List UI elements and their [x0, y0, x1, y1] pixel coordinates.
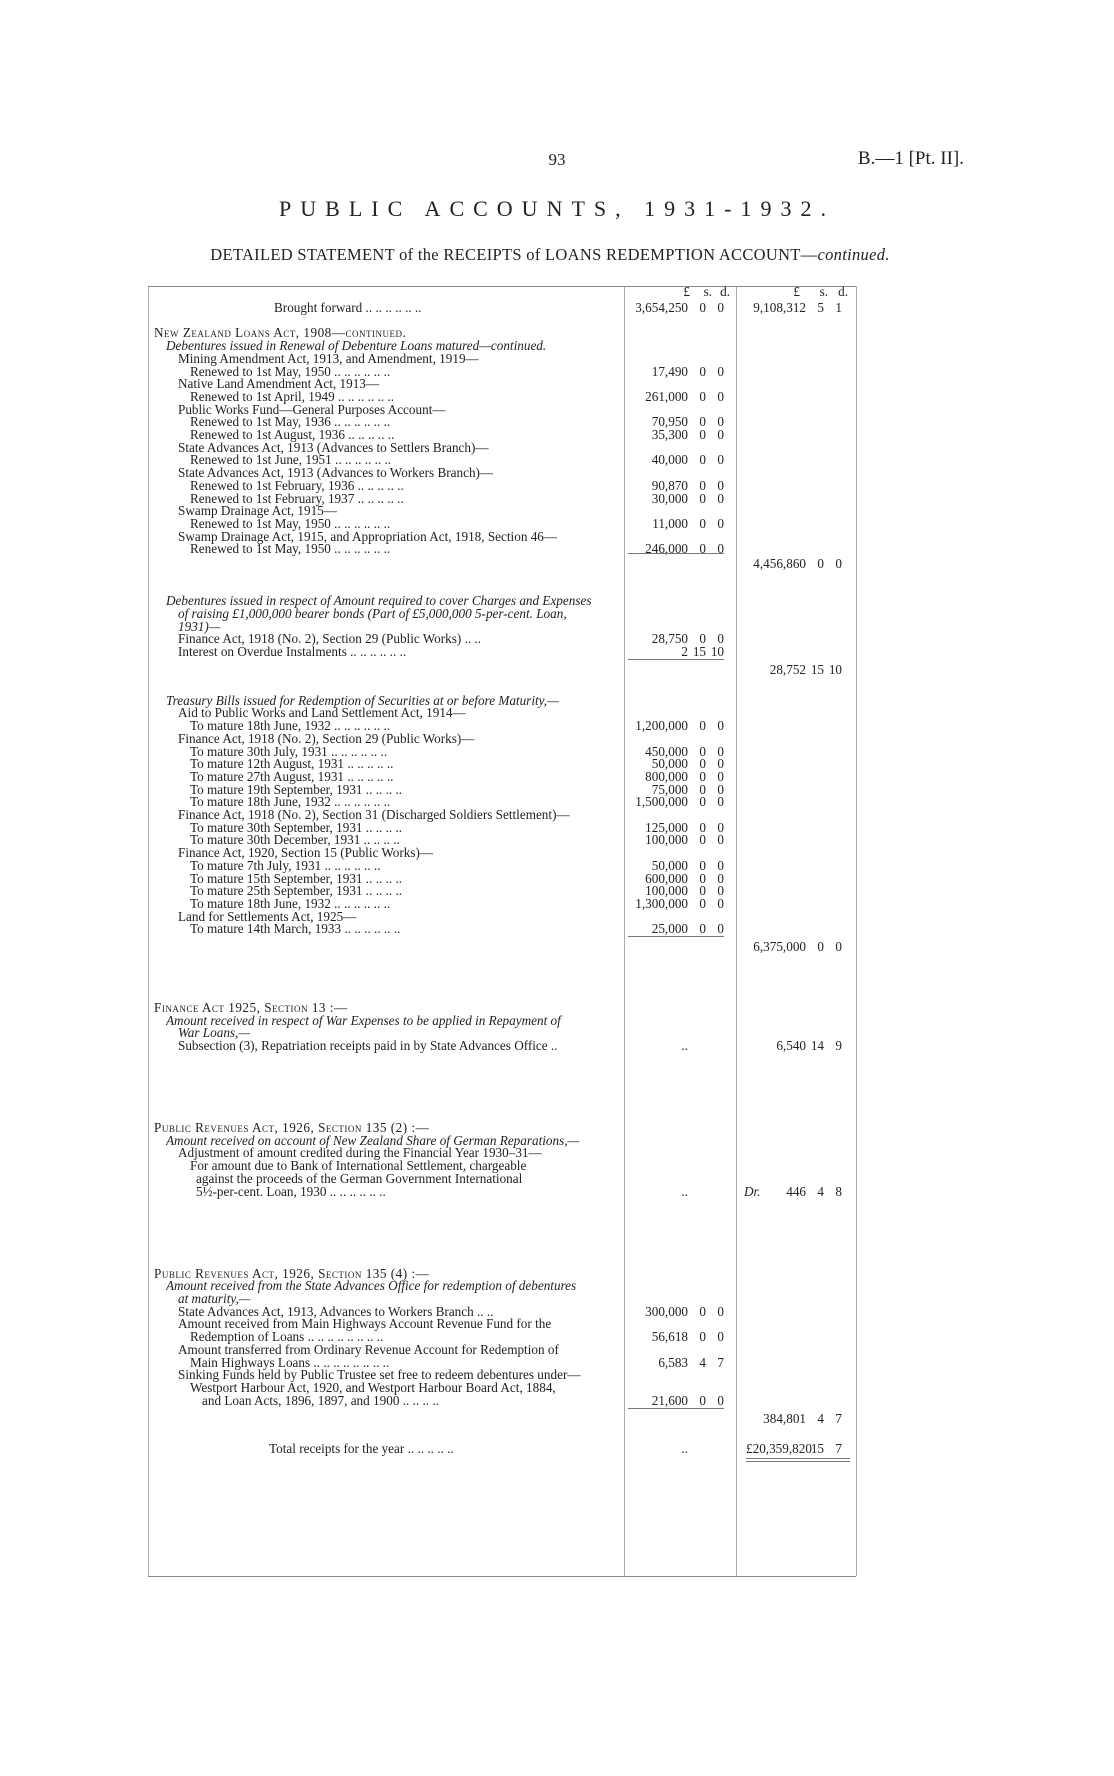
row-text: Finance Act, 1918 (No. 2), Section 31 (Discharged Soldiers Settlement)— [178, 807, 570, 823]
row-text: Renewed to 1st February, 1936 .. .. .. .. .. [190, 477, 404, 493]
c1-pence: 0 [717, 718, 724, 734]
c2-shillings: 15 [810, 661, 824, 677]
subtotal-rule [628, 1408, 724, 1409]
c1-pence: 0 [717, 477, 724, 493]
c1-pence: 0 [717, 857, 724, 873]
statement-row [148, 1411, 954, 1427]
c2-pounds: 6,540 [776, 1038, 806, 1054]
c1-shillings: 0 [699, 883, 706, 899]
c1-pounds: 450,000 [645, 743, 688, 759]
statement-row [148, 939, 954, 955]
c1-shillings: 0 [699, 718, 706, 734]
statement-row [148, 1184, 954, 1200]
c1-pence: 0 [717, 743, 724, 759]
row-text: Total receipts for the year .. .. .. .. .. [269, 1441, 454, 1457]
c1-pounds: 800,000 [645, 768, 688, 784]
c2-pounds: 9,108,312 [753, 300, 806, 315]
row-text: To mature 18th June, 1932 .. .. .. .. .. .. [190, 718, 391, 734]
c1-pence: 0 [717, 794, 724, 810]
row-text: Adjustment of amount credited during the Financial Year 1930–31— [178, 1145, 542, 1161]
c1-pounds: 25,000 [651, 921, 688, 937]
row-text: Renewed to 1st May, 1950 .. .. .. .. .. .. [190, 515, 391, 531]
c1-pence: 0 [717, 363, 724, 379]
c1-pence: 0 [717, 1392, 724, 1408]
c1-shillings: 0 [699, 300, 706, 315]
c1-shillings: 0 [699, 832, 706, 848]
c1-pounds: 300,000 [645, 1303, 688, 1319]
col2-pence-header: d. [838, 284, 848, 299]
c1-pounds: 100,000 [645, 883, 688, 899]
c1-pence: 0 [717, 515, 724, 531]
c2-pence: 10 [828, 661, 842, 677]
c1-pence: 0 [717, 414, 724, 430]
c1-shillings: 0 [699, 895, 706, 911]
row-text: To mature 30th July, 1931 .. .. .. .. .. .. [190, 743, 388, 759]
col1-shilling-header: s. [703, 284, 712, 299]
statement-row [148, 662, 954, 678]
row-text: Public Revenues Act, 1926, Section 135 (2) :— [154, 1120, 430, 1136]
c2-pounds: 28,752 [769, 661, 806, 677]
c1-pounds: 70,950 [651, 414, 688, 430]
row-text: Renewed to 1st February, 1937 .. .. .. .. .. [190, 490, 404, 506]
c1-pounds: .. [681, 1038, 688, 1054]
row-text: Aid to Public Works and Land Settlement Act, 1914— [178, 705, 466, 721]
c1-pounds: 125,000 [645, 819, 688, 835]
col2-shilling-header: s. [819, 284, 828, 299]
row-text: Renewed to 1st August, 1936 .. .. .. .. .. [190, 427, 395, 443]
debit-marker: Dr. [744, 1183, 761, 1199]
c1-pence: 10 [710, 644, 724, 660]
c1-pounds: 600,000 [645, 870, 688, 886]
c2-pence: 8 [835, 1183, 842, 1199]
c1-shillings: 0 [699, 781, 706, 797]
row-text: To mature 19th September, 1931 .. .. .. .. [190, 781, 403, 797]
row-text: To mature 18th June, 1932 .. .. .. .. .. .. [190, 895, 391, 911]
c1-pence: 0 [717, 768, 724, 784]
total-rule [746, 1458, 850, 1459]
c2-shillings: 4 [817, 1183, 824, 1199]
row-text: To mature 27th August, 1931 .. .. .. .. .. [190, 768, 394, 784]
c2-pounds: 384,801 [763, 1411, 806, 1427]
c1-pounds: 100,000 [645, 832, 688, 848]
row-text: and Loan Acts, 1896, 1897, and 1900 .. .. .. .. [202, 1392, 439, 1408]
c1-pounds: 11,000 [652, 515, 688, 531]
c1-pounds: 40,000 [651, 452, 688, 468]
c1-shillings: 0 [699, 1392, 706, 1408]
row-text: Amount received from the State Advances Office for redemption of debentures [166, 1278, 577, 1294]
c1-shillings: 0 [699, 756, 706, 772]
row-text: Brought forward .. .. .. .. .. .. [274, 300, 422, 315]
row-text: Renewed to 1st May, 1950 .. .. .. .. .. .. [190, 363, 391, 379]
row-text: War Loans,— [178, 1025, 251, 1041]
c1-shillings: 15 [692, 644, 706, 660]
row-text: Interest on Overdue Instalments .. .. .. .. .. .. [178, 644, 407, 660]
c1-pence: 0 [717, 490, 724, 506]
c1-pounds: 1,200,000 [635, 718, 688, 734]
statement-heading [135, 245, 965, 265]
row-text: To mature 12th August, 1931 .. .. .. .. .. [190, 756, 394, 772]
row-text: For amount due to Bank of International Settlement, chargeable [190, 1158, 527, 1174]
c1-pence: 0 [717, 883, 724, 899]
row-text: To mature 18th June, 1932 .. .. .. .. .. .. [190, 794, 391, 810]
row-text: New Zealand Loans Act, 1908—continued. [154, 325, 407, 341]
row-text: Westport Harbour Act, 1920, and Westport Harbour Board Act, 1884, [190, 1379, 556, 1395]
row-text: 5½-per-cent. Loan, 1930 .. .. .. .. .. .. [196, 1183, 386, 1199]
total-rule [746, 1461, 850, 1462]
statement-heading-main: DETAILED STATEMENT of the RECEIPTS of LOANS REDEMPTION ACCOUNT— [210, 245, 818, 264]
c2-shillings: 0 [817, 938, 824, 954]
row-text: Mining Amendment Act, 1913, and Amendment, 1919— [178, 350, 479, 366]
c1-pounds: 35,300 [651, 427, 688, 443]
c1-pence: 0 [717, 819, 724, 835]
row-text: Redemption of Loans .. .. .. .. .. .. .. .. [190, 1329, 384, 1345]
row-text: Debentures issued in respect of Amount required to cover Charges and Expenses [166, 593, 592, 609]
row-text: Finance Act, 1918 (No. 2), Section 29 (Public Works) .. .. [178, 631, 482, 647]
row-text: at maturity,— [178, 1290, 251, 1306]
row-text: Land for Settlements Act, 1925— [178, 908, 357, 924]
c2-pence: 1 [835, 300, 842, 315]
c1-pence: 0 [717, 1303, 724, 1319]
row-text: To mature 30th December, 1931 .. .. .. .. [190, 832, 400, 848]
c1-shillings: 0 [699, 819, 706, 835]
col2-pound-header: £ [793, 284, 800, 299]
col1-pence-header: d. [720, 284, 730, 299]
table-bottom-rule [148, 1576, 856, 1577]
c1-pounds: 50,000 [651, 857, 688, 873]
row-text: State Advances Act, 1913, Advances to Workers Branch .. .. [178, 1303, 494, 1319]
row-text: State Advances Act, 1913 (Advances to Settlers Branch)— [178, 439, 489, 455]
c2-pounds: 446 [786, 1183, 806, 1199]
row-text: To mature 7th July, 1931 .. .. .. .. .. .. [190, 857, 381, 873]
c1-shillings: 0 [699, 1329, 706, 1345]
row-text: Public Works Fund—General Purposes Account— [178, 401, 446, 417]
c1-shillings: 0 [699, 515, 706, 531]
statement-row [148, 541, 954, 557]
row-text: To mature 14th March, 1933 .. .. .. .. .. .. [190, 921, 401, 937]
c1-shillings: 0 [699, 631, 706, 647]
row-text: State Advances Act, 1913 (Advances to Workers Branch)— [178, 465, 494, 481]
row-text: To mature 15th September, 1931 .. .. .. .. [190, 870, 403, 886]
row-text: Amount received in respect of War Expenses to be applied in Repayment of [166, 1012, 561, 1028]
c1-pence: 0 [717, 921, 724, 937]
row-text: To mature 25th September, 1931 .. .. .. .. [190, 883, 403, 899]
c1-shillings: 0 [699, 477, 706, 493]
row-text: Amount transferred from Ordinary Revenue Account for Redemption of [178, 1341, 559, 1357]
c1-pence: 0 [717, 631, 724, 647]
statement-table [148, 286, 954, 1576]
c1-pounds: 50,000 [651, 756, 688, 772]
c1-pence: 0 [717, 388, 724, 404]
row-text: To mature 30th September, 1931 .. .. .. .. [190, 819, 403, 835]
row-text: of raising £1,000,000 bearer bonds (Part of £5,000,000 5-per-cent. Loan, [178, 606, 567, 622]
c2-shillings: 4 [817, 1411, 824, 1427]
row-text: Finance Act, 1920, Section 15 (Public Works)— [178, 845, 434, 861]
c1-pence: 0 [717, 452, 724, 468]
row-text: Debentures issued in Renewal of Debenture Loans matured—continued. [166, 338, 547, 354]
c1-pounds: 1,300,000 [635, 895, 688, 911]
row-text: Finance Act 1925, Section 13 :— [154, 999, 348, 1015]
c1-pounds: 3,654,250 [635, 300, 688, 315]
c1-shillings: 0 [699, 921, 706, 937]
row-text: Public Revenues Act, 1926, Section 135 (4) :— [154, 1265, 430, 1281]
c1-shillings: 4 [699, 1354, 706, 1370]
row-text: against the proceeds of the German Government International [196, 1170, 523, 1186]
c1-pence: 0 [717, 1329, 724, 1345]
c1-shillings: 0 [699, 768, 706, 784]
c1-pence: 0 [717, 756, 724, 772]
c1-shillings: 0 [699, 1303, 706, 1319]
c2-shillings: 14 [810, 1038, 824, 1054]
c1-pence: 7 [717, 1354, 724, 1370]
c1-shillings: 0 [699, 427, 706, 443]
c1-pounds: 1,500,000 [635, 794, 688, 810]
c2-shillings: 5 [817, 300, 824, 315]
row-text: Amount received from Main Highways Account Revenue Fund for the [178, 1316, 552, 1332]
c1-pounds: 56,618 [651, 1329, 688, 1345]
col1-pound-header: £ [683, 284, 690, 299]
page-title: PUBLIC ACCOUNTS, 1931-1932. [279, 196, 835, 221]
column-headers [148, 284, 954, 298]
c1-shillings: 0 [699, 794, 706, 810]
row-text: Renewed to 1st June, 1951 .. .. .. .. .. .. [190, 452, 392, 468]
row-text: Swamp Drainage Act, 1915— [178, 503, 337, 519]
c1-pounds: 21,600 [651, 1392, 688, 1408]
c1-pounds: 6,583 [658, 1354, 688, 1370]
page-number: 93 [548, 150, 566, 169]
c1-pounds: .. [681, 1183, 688, 1199]
c1-shillings: 0 [699, 743, 706, 759]
c2-pounds: 6,375,000 [753, 938, 806, 954]
subtotal-rule [628, 936, 724, 937]
c2-pence: 7 [835, 1441, 842, 1457]
c1-shillings: 0 [699, 388, 706, 404]
c1-pence: 0 [717, 870, 724, 886]
c1-pounds: 28,750 [651, 631, 688, 647]
document-reference: B.—1 [Pt. II]. [857, 148, 964, 169]
c2-pence: 9 [835, 1038, 842, 1054]
c1-pounds: 75,000 [651, 781, 688, 797]
row-text: 1931)— [178, 618, 221, 634]
c1-pence: 0 [717, 895, 724, 911]
c2-shillings: 15 [810, 1441, 824, 1457]
c1-pounds: .. [681, 1441, 688, 1457]
row-text: Sinking Funds held by Public Trustee set free to redeem debentures under— [178, 1367, 581, 1383]
row-text: Renewed to 1st May, 1936 .. .. .. .. .. .. [190, 414, 391, 430]
c1-pounds: 261,000 [645, 388, 688, 404]
c1-pence: 0 [717, 300, 724, 315]
c1-shillings: 0 [699, 541, 706, 557]
row-text: Amount received on account of New Zealand Share of German Reparations,— [166, 1132, 580, 1148]
row-text: Renewed to 1st April, 1949 .. .. .. .. .. .. [190, 388, 395, 404]
statement-row [148, 921, 954, 937]
c1-pounds: 30,000 [651, 490, 688, 506]
c2-pence: 7 [835, 1411, 842, 1427]
c2-pounds: £20,359,820 [746, 1441, 812, 1457]
c2-pounds: 4,456,860 [753, 556, 806, 572]
subtotal-rule [628, 553, 724, 554]
c1-pounds: 17,490 [651, 363, 688, 379]
row-text: Subsection (3), Repatriation receipts paid in by State Advances Office .. [178, 1038, 558, 1054]
statement-row [148, 1441, 954, 1457]
c1-shillings: 0 [699, 452, 706, 468]
c1-pence: 0 [717, 781, 724, 797]
statement-row [148, 556, 954, 572]
c1-shillings: 0 [699, 363, 706, 379]
subtotal-rule [628, 659, 724, 660]
c2-pence: 0 [835, 938, 842, 954]
c1-pounds: 246,000 [645, 541, 688, 557]
statement-row [148, 1393, 954, 1409]
c2-shillings: 0 [817, 556, 824, 572]
c1-pence: 0 [717, 427, 724, 443]
c1-pounds: 90,870 [651, 477, 688, 493]
c1-pence: 0 [717, 832, 724, 848]
statement-row [148, 300, 954, 316]
c1-shillings: 0 [699, 414, 706, 430]
row-text: Main Highways Loans .. .. .. .. .. .. .. .. [190, 1354, 390, 1370]
row-text: Renewed to 1st May, 1950 .. .. .. .. .. .. [190, 541, 391, 557]
row-text: Native Land Amendment Act, 1913— [178, 376, 380, 392]
c2-pence: 0 [835, 556, 842, 572]
row-text: Finance Act, 1918 (No. 2), Section 29 (Public Works)— [178, 730, 475, 746]
statement-row [148, 1038, 954, 1054]
c1-pence: 0 [717, 541, 724, 557]
row-text: Treasury Bills issued for Redemption of Securities at or before Maturity,— [166, 692, 559, 708]
c1-shillings: 0 [699, 490, 706, 506]
c1-shillings: 0 [699, 857, 706, 873]
row-text: Swamp Drainage Act, 1915, and Appropriation Act, 1918, Section 46— [178, 528, 558, 544]
c1-pounds: 2 [681, 644, 688, 660]
c1-shillings: 0 [699, 870, 706, 886]
statement-row [148, 644, 954, 660]
statement-heading-continued: continued. [817, 245, 890, 264]
